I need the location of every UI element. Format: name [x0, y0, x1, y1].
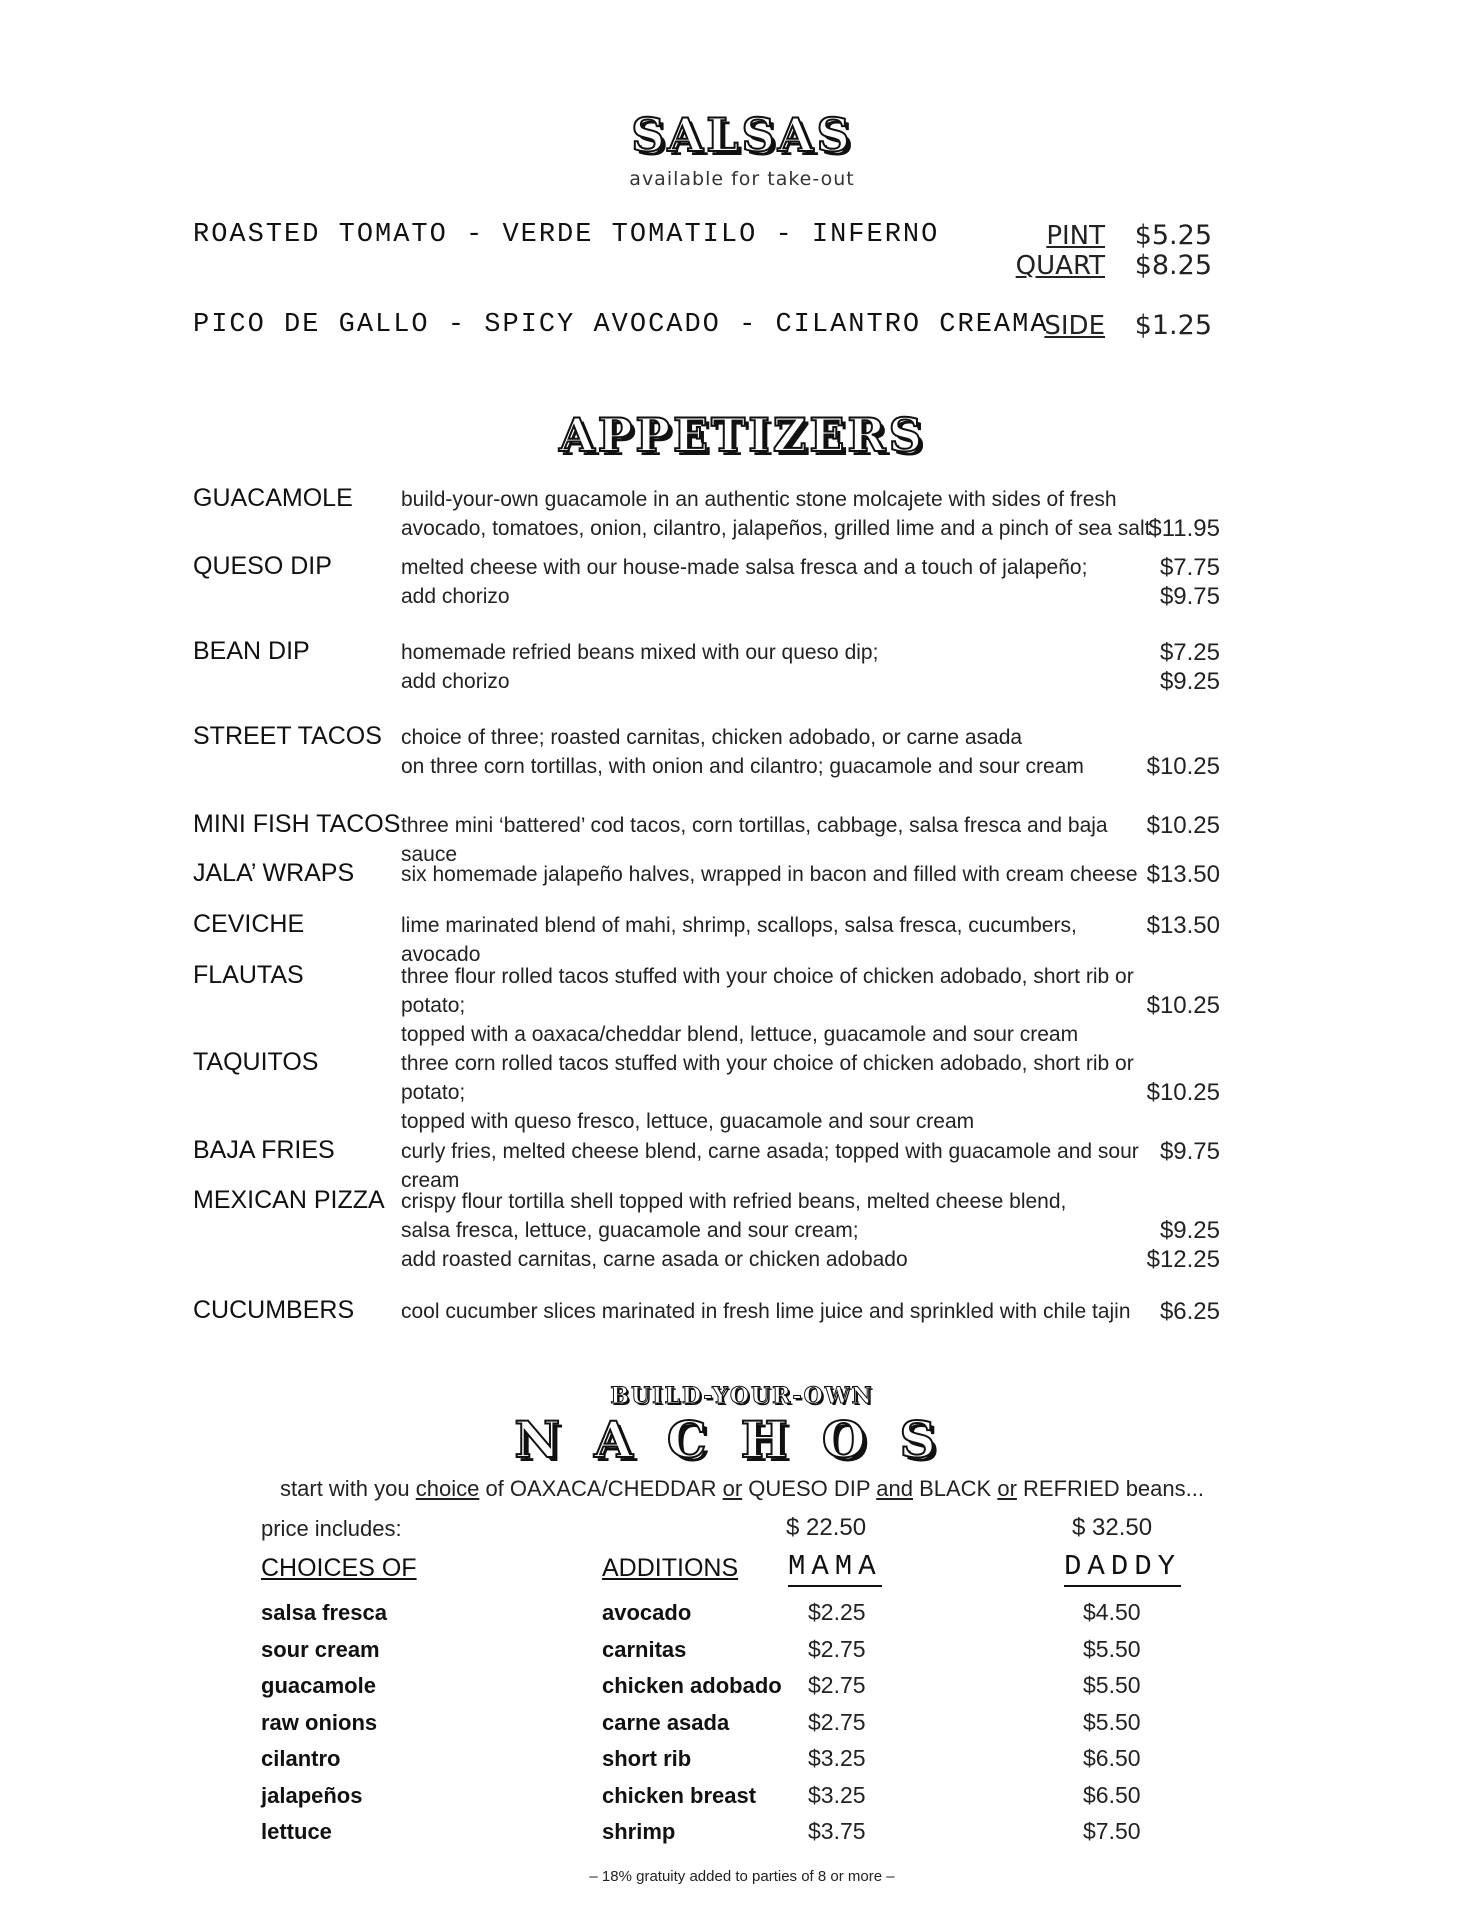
mama-addition-price: $2.75 [808, 1672, 866, 1698]
choices-header: CHOICES OF [261, 1554, 417, 1582]
appetizer-price-line: $7.75 [1159, 554, 1220, 581]
appetizer-price-line [1110, 1187, 1220, 1216]
choices-list [261, 1595, 387, 1851]
mama-addition-price: $2.25 [808, 1599, 866, 1625]
appetizer-price [1110, 553, 1220, 611]
appetizer-price-line: $10.25 [1146, 753, 1220, 780]
addition-item: avocado [602, 1600, 692, 1625]
mama-addition-price: $2.75 [808, 1708, 866, 1735]
nachos-intro: start with you choice of OAXACA/CHEDDAR or QUESO DIP and BLACK or REFRIED beans... [280, 1476, 1204, 1501]
addition-item: shrimp [602, 1819, 676, 1844]
addition-item: chicken adobado [602, 1673, 782, 1698]
appetizer-description [401, 553, 1161, 611]
appetizer-name: MEXICAN PIZZA [193, 1186, 385, 1214]
appetizer-price-line: $9.75 [1159, 1138, 1220, 1165]
appetizer-price [1110, 723, 1220, 781]
choice-item: cilantro [261, 1746, 341, 1771]
salsa-line-1: ROASTED TOMATO - VERDE TOMATILO - INFERNO [193, 220, 940, 250]
mama-price-list [808, 1594, 866, 1850]
salsas-heading: SALSAS [631, 108, 853, 162]
nachos-heading: NACHOS [514, 1410, 970, 1469]
addition-item: short rib [602, 1746, 692, 1771]
appetizer-name: CUCUMBERS [193, 1296, 355, 1324]
appetizer-description-line: choice of three; roasted carnitas, chicken adobado, or carne asada [401, 726, 1023, 749]
salsas-subtitle: available for take-out [629, 168, 855, 190]
gratuity-note: – 18% gratuity added to parties of 8 or more – [589, 1868, 895, 1885]
choice-item: raw onions [261, 1709, 378, 1735]
appetizer-name: BAJA FRIES [193, 1136, 335, 1164]
appetizer-price-line: $9.25 [1159, 1217, 1220, 1244]
appetizer-price-line [1110, 485, 1220, 514]
addition-item: chicken breast [602, 1782, 757, 1808]
appetizer-price-line: $12.25 [1146, 1246, 1220, 1273]
choice-item: sour cream [261, 1636, 380, 1662]
addition-item: carnitas [602, 1636, 687, 1662]
salsa-size-pint: PINT [1046, 221, 1105, 251]
additions-list [602, 1595, 782, 1851]
appetizer-name: GUACAMOLE [193, 484, 353, 512]
appetizer-description [401, 638, 1161, 696]
appetizer-description [401, 911, 1161, 969]
daddy-addition-price: $4.50 [1083, 1599, 1141, 1625]
choice-item: guacamole [261, 1673, 376, 1698]
appetizer-description-line: three flour rolled tacos stuffed with your choice of chicken adobado, short rib or potato; [401, 965, 1134, 1017]
daddy-price-list [1083, 1594, 1141, 1850]
appetizers-heading: APPETIZERS [559, 408, 925, 462]
appetizer-description [401, 962, 1161, 1049]
appetizer-description-line: topped with a oaxaca/cheddar blend, lettuce, guacamole and sour cream [401, 1023, 1079, 1046]
appetizer-price [1110, 811, 1220, 840]
mama-addition-price: $2.75 [808, 1635, 866, 1662]
appetizer-price-line [1110, 962, 1220, 991]
appetizer-price-line: $11.95 [1148, 515, 1220, 542]
daddy-addition-price: $6.50 [1083, 1781, 1141, 1808]
appetizer-price-line: $9.75 [1159, 583, 1220, 610]
mama-base-price: $ 22.50 [786, 1514, 867, 1541]
appetizer-price-line: $6.25 [1159, 1298, 1220, 1325]
appetizer-description-line: melted cheese with our house-made salsa fresca and a touch of jalapeño; [401, 556, 1088, 579]
appetizer-price-line [1110, 1049, 1220, 1078]
mama-addition-price: $3.25 [808, 1781, 866, 1808]
appetizer-description [401, 723, 1161, 781]
price-includes-label: price includes: [261, 1516, 402, 1541]
appetizer-description-line: lime marinated blend of mahi, shrimp, scallops, salsa fresca, cucumbers, avocado [401, 914, 1077, 966]
mama-size-label: MAMA [788, 1550, 882, 1587]
daddy-addition-price: $5.50 [1083, 1635, 1141, 1662]
daddy-addition-price: $7.50 [1083, 1818, 1141, 1844]
appetizer-name: JALA’ WRAPS [193, 859, 355, 887]
daddy-addition-price: $5.50 [1083, 1708, 1141, 1735]
appetizer-description-line: crispy flour tortilla shell topped with refried beans, melted cheese blend, [401, 1190, 1067, 1213]
salsa-size-quart: QUART [1015, 251, 1105, 281]
appetizer-name: FLAUTAS [193, 961, 304, 989]
mama-addition-price: $3.75 [808, 1818, 866, 1844]
appetizer-price-line: $10.25 [1146, 812, 1220, 839]
appetizer-price-line: $10.25 [1146, 1079, 1220, 1106]
additions-header: ADDITIONS [602, 1554, 739, 1582]
appetizer-description [401, 860, 1161, 889]
appetizer-description-line: three mini ‘battered’ cod tacos, corn tortillas, cabbage, salsa fresca and baja sauce [401, 814, 1108, 866]
appetizer-price [1110, 962, 1220, 1020]
appetizer-name: QUESO DIP [193, 552, 332, 580]
appetizer-description-line: six homemade jalapeño halves, wrapped in bacon and filled with cream cheese [401, 863, 1138, 886]
appetizer-description-line: curly fries, melted cheese blend, carne asada; topped with guacamole and sour cream [401, 1140, 1139, 1192]
appetizer-name: STREET TACOS [193, 722, 382, 750]
appetizer-description [401, 1187, 1161, 1274]
appetizer-price [1110, 1187, 1220, 1274]
appetizer-price-line: $7.25 [1159, 639, 1220, 666]
appetizer-price [1110, 638, 1220, 696]
salsa-line-2: PICO DE GALLO - SPICY AVOCADO - CILANTRO CREAMA [193, 310, 1049, 340]
appetizer-description-line: homemade refried beans mixed with our queso dip; [401, 641, 879, 664]
salsa-price-side: $1.25 [1134, 310, 1212, 341]
appetizer-description-line: topped with queso fresco, lettuce, guacamole and sour cream [401, 1110, 975, 1133]
nachos-pretitle: BUILD-YOUR-OWN [610, 1383, 874, 1409]
choice-item: jalapeños [261, 1782, 363, 1808]
appetizer-description-line: build-your-own guacamole in an authentic stone molcajete with sides of fresh [401, 488, 1117, 511]
appetizer-description-line: add roasted carnitas, carne asada or chicken adobado [401, 1248, 908, 1271]
appetizer-price-line [1110, 723, 1220, 752]
salsa-price-pint: $5.25 [1134, 220, 1212, 251]
appetizer-price-line: $10.25 [1146, 992, 1220, 1019]
appetizer-description-line: avocado, tomatoes, onion, cilantro, jalapeños, grilled lime and a pinch of sea salt [401, 517, 1151, 540]
appetizer-price-line: $13.50 [1146, 861, 1220, 888]
appetizer-description [401, 485, 1161, 543]
daddy-addition-price: $6.50 [1083, 1745, 1141, 1771]
choice-item: lettuce [261, 1819, 332, 1844]
appetizer-price-line: $9.25 [1159, 668, 1220, 695]
appetizer-description-line: add chorizo [401, 670, 510, 693]
appetizer-price [1110, 1137, 1220, 1166]
appetizer-description-line: salsa fresca, lettuce, guacamole and sour cream; [401, 1219, 859, 1242]
appetizer-name: CEVICHE [193, 910, 305, 938]
salsa-size-side: SIDE [1044, 311, 1105, 341]
addition-item: carne asada [602, 1709, 730, 1735]
appetizer-description [401, 1297, 1161, 1326]
appetizer-description [401, 1049, 1161, 1136]
appetizer-name: TAQUITOS [193, 1048, 319, 1076]
appetizer-name: BEAN DIP [193, 637, 310, 665]
appetizer-price [1110, 911, 1220, 940]
appetizer-description-line: cool cucumber slices marinated in fresh lime juice and sprinkled with chile tajin [401, 1300, 1131, 1323]
choice-item: salsa fresca [261, 1600, 387, 1625]
appetizer-description-line: three corn rolled tacos stuffed with your choice of chicken adobado, short rib or potato; [401, 1052, 1134, 1104]
appetizer-price-line: $13.50 [1146, 912, 1220, 939]
mama-addition-price: $3.25 [808, 1745, 866, 1771]
appetizer-price [1110, 860, 1220, 889]
appetizer-description-line: on three corn tortillas, with onion and cilantro; guacamole and sour cream [401, 755, 1084, 778]
appetizer-name: MINI FISH TACOS [193, 810, 401, 838]
appetizer-description-line: add chorizo [401, 585, 510, 608]
appetizer-price [1110, 1049, 1220, 1107]
daddy-base-price: $ 32.50 [1072, 1514, 1153, 1541]
daddy-addition-price: $5.50 [1083, 1672, 1141, 1698]
appetizer-price [1110, 485, 1220, 543]
daddy-size-label: DADDY [1064, 1550, 1181, 1587]
salsa-price-quart: $8.25 [1134, 250, 1212, 281]
appetizer-price [1110, 1297, 1220, 1326]
